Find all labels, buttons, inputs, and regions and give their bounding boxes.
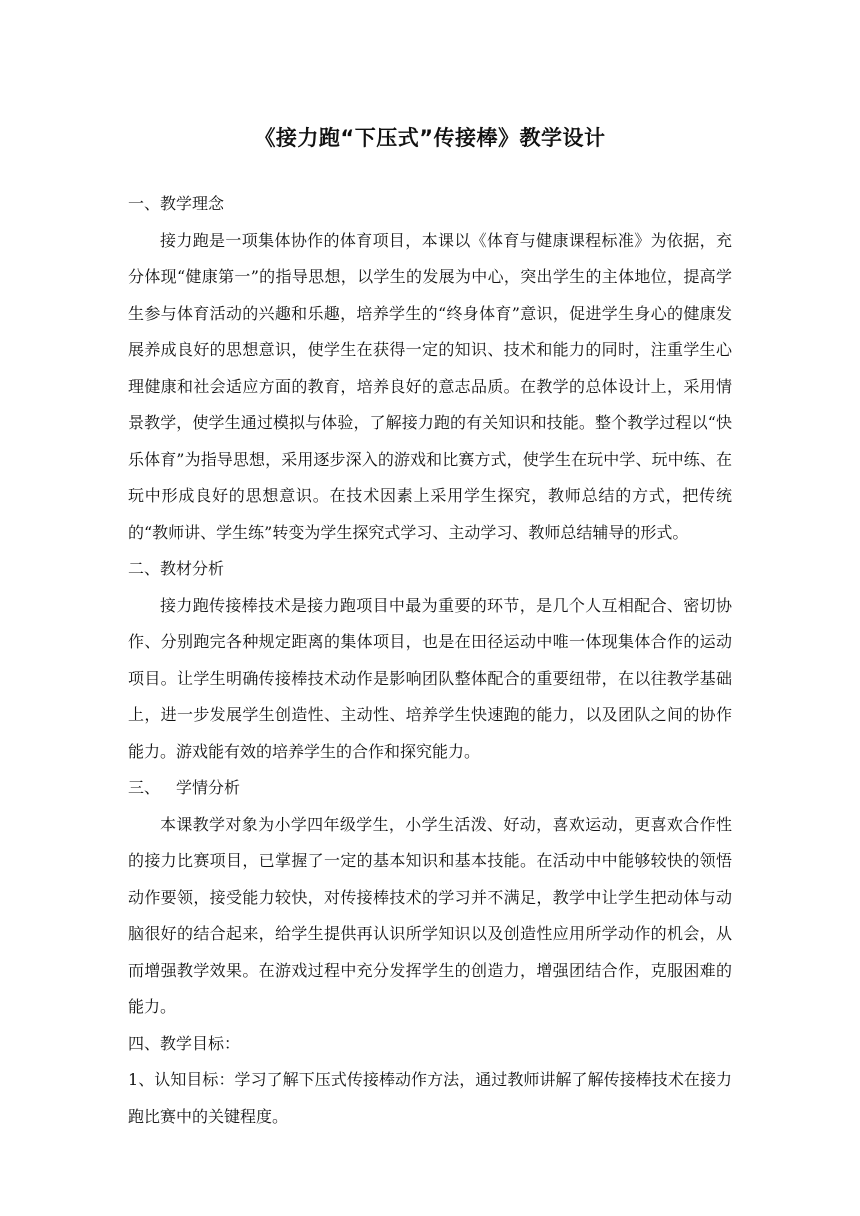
document-title: 《接力跑“下压式”传接棒》教学设计 [254,126,606,150]
section-heading-number: 三、 [128,778,161,797]
paragraph-material-analysis: 接力跑传接棒技术是接力跑项目中最为重要的环节，是几个人互相配合、密切协作、分别跑完各种规定距离的集体项目，也是在田径运动中唯一体现集体合作的运动项目。让学生明确传接棒技术动作是影响团队整体配合的重要纽带，在以往教学基础上，进一步发展学生创造性、主动性、培养学生快速跑的能力，以及团队之间的协作能力。游戏能有效的培养学生的合作和探究能力。 [128,595,732,761]
objective-item-cognitive: 1、认知目标：学习了解下压式传接棒动作方法，通过教师讲解了解传接棒技术在接力跑比赛中的关键程度。 [128,1070,732,1126]
section-heading-teaching-philosophy: 一、教学理念 [128,194,225,213]
document-body [128,186,732,1135]
paragraph-student-analysis: 本课教学对象为小学四年级学生，小学生活泼、好动，喜欢运动，更喜欢合作性的接力比赛项目，已掌握了一定的基本知识和基本技能。在活动中中能够较快的领悟动作要领，接受能力较快，对传接棒技术的学习并不满足，教学中让学生把动体与动脑很好的结合起来，给学生提供再认识所学知识以及创造性应用所学动作的机会，从而增强教学效果。在游戏过程中充分发挥学生的创造力，增强团结合作，克服困难的能力。 [128,814,732,1016]
paragraph-teaching-philosophy: 接力跑是一项集体协作的体育项目，本课以《体育与健康课程标准》为依据，充分体现“健康第一”的指导思想，以学生的发展为中心，突出学生的主体地位，提高学生参与体育活动的兴趣和乐趣，培养学生的“终身体育”意识，促进学生身心的健康发展养成良好的思想意识，使学生在获得一定的知识、技术和能力的同时，注重学生心理健康和社会适应方面的教育，培养良好的意志品质。在教学的总体设计上，采用情景教学，使学生通过模拟与体验，了解接力跑的有关知识和技能。整个教学过程以“快乐体育”为指导思想，采用逐步深入的游戏和比赛方式，使学生在玩中学、玩中练、在玩中形成良好的思想意识。在技术因素上采用学生探究，教师总结的方式，把传统的“教师讲、学生练”转变为学生探究式学习、主动学习、教师总结辅导的形式。 [128,230,732,542]
section-heading-student-analysis [128,770,732,807]
section-heading-teaching-objectives: 四、教学目标： [128,1033,241,1053]
section-heading-material-analysis: 二、教材分析 [128,559,225,578]
section-heading-text: 学情分析 [176,778,241,797]
